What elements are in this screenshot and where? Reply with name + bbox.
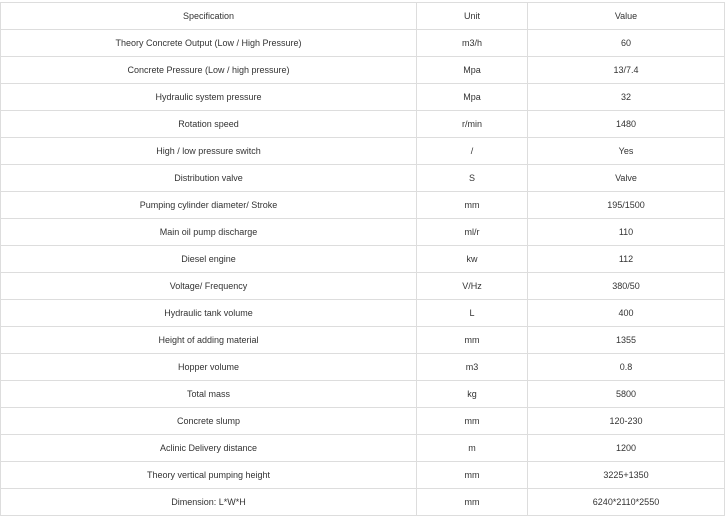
cell-value: 120-230 <box>528 408 725 435</box>
cell-unit: Mpa <box>417 57 528 84</box>
cell-unit: ml/r <box>417 219 528 246</box>
table-row <box>1 84 725 111</box>
cell-specification: Hydraulic tank volume <box>1 300 417 327</box>
cell-unit: Mpa <box>417 84 528 111</box>
cell-value: 1355 <box>528 327 725 354</box>
table-row <box>1 219 725 246</box>
cell-specification: Concrete Pressure (Low / high pressure) <box>1 57 417 84</box>
cell-unit: / <box>417 138 528 165</box>
cell-unit: m3 <box>417 354 528 381</box>
cell-value: 110 <box>528 219 725 246</box>
header-value: Value <box>528 3 725 30</box>
cell-value: 380/50 <box>528 273 725 300</box>
table-row <box>1 138 725 165</box>
table-row <box>1 381 725 408</box>
cell-value: 400 <box>528 300 725 327</box>
cell-specification: Diesel engine <box>1 246 417 273</box>
cell-specification: Total mass <box>1 381 417 408</box>
table-row <box>1 300 725 327</box>
table-row <box>1 354 725 381</box>
cell-specification: Theory vertical pumping height <box>1 462 417 489</box>
cell-unit: mm <box>417 192 528 219</box>
cell-specification: Theory Concrete Output (Low / High Pressure) <box>1 30 417 57</box>
header-unit: Unit <box>417 3 528 30</box>
cell-unit: kg <box>417 381 528 408</box>
cell-unit: m3/h <box>417 30 528 57</box>
cell-value: Yes <box>528 138 725 165</box>
cell-unit: S <box>417 165 528 192</box>
table-row <box>1 165 725 192</box>
cell-value: 32 <box>528 84 725 111</box>
cell-value: 3225+1350 <box>528 462 725 489</box>
table-row <box>1 192 725 219</box>
cell-specification: Dimension: L*W*H <box>1 489 417 516</box>
table-row <box>1 327 725 354</box>
cell-unit: mm <box>417 489 528 516</box>
cell-unit: L <box>417 300 528 327</box>
cell-unit: mm <box>417 327 528 354</box>
cell-unit: V/Hz <box>417 273 528 300</box>
cell-unit: kw <box>417 246 528 273</box>
specification-table <box>0 2 725 516</box>
cell-specification: Distribution valve <box>1 165 417 192</box>
cell-specification: Pumping cylinder diameter/ Stroke <box>1 192 417 219</box>
cell-value: 1200 <box>528 435 725 462</box>
table-row <box>1 246 725 273</box>
table-row <box>1 57 725 84</box>
cell-value: 112 <box>528 246 725 273</box>
cell-unit: mm <box>417 462 528 489</box>
cell-specification: Rotation speed <box>1 111 417 138</box>
cell-unit: r/min <box>417 111 528 138</box>
cell-specification: Hydraulic system pressure <box>1 84 417 111</box>
table-row <box>1 273 725 300</box>
cell-value: 0.8 <box>528 354 725 381</box>
table-row <box>1 435 725 462</box>
cell-value: 1480 <box>528 111 725 138</box>
table-row <box>1 111 725 138</box>
cell-value: 195/1500 <box>528 192 725 219</box>
cell-value: 5800 <box>528 381 725 408</box>
cell-unit: m <box>417 435 528 462</box>
cell-specification: Hopper volume <box>1 354 417 381</box>
cell-unit: mm <box>417 408 528 435</box>
table-body <box>1 30 725 516</box>
cell-specification: Concrete slump <box>1 408 417 435</box>
cell-value: 13/7.4 <box>528 57 725 84</box>
cell-specification: Aclinic Delivery distance <box>1 435 417 462</box>
table-row <box>1 30 725 57</box>
cell-specification: Voltage/ Frequency <box>1 273 417 300</box>
cell-specification: Main oil pump discharge <box>1 219 417 246</box>
cell-value: Valve <box>528 165 725 192</box>
table-header-row <box>1 3 725 30</box>
table-row <box>1 408 725 435</box>
cell-value: 6240*2110*2550 <box>528 489 725 516</box>
cell-specification: Height of adding material <box>1 327 417 354</box>
cell-specification: High / low pressure switch <box>1 138 417 165</box>
table-row <box>1 462 725 489</box>
table-row <box>1 489 725 516</box>
header-specification: Specification <box>1 3 417 30</box>
cell-value: 60 <box>528 30 725 57</box>
